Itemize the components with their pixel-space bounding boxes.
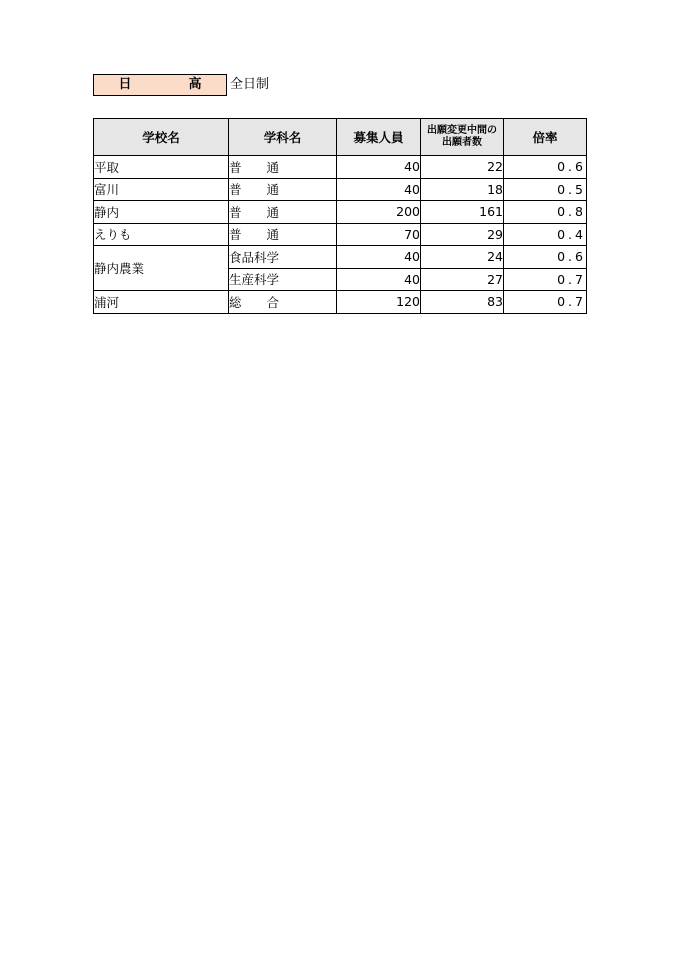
applicants-cell: 29 xyxy=(421,223,504,246)
admission-table xyxy=(93,118,587,314)
ratio-cell: 0.7 xyxy=(504,268,587,291)
capacity-cell: 40 xyxy=(337,156,421,179)
applicants-cell: 18 xyxy=(421,178,504,201)
capacity-cell: 70 xyxy=(337,223,421,246)
applicants-cell: 27 xyxy=(421,268,504,291)
header-school: 学校名 xyxy=(94,119,229,156)
ratio-cell: 0.4 xyxy=(504,223,587,246)
department-cell: 普 通 xyxy=(229,223,337,246)
table-row xyxy=(94,156,587,179)
region-name-label: 日 高 xyxy=(93,74,227,96)
applicants-cell: 161 xyxy=(421,201,504,224)
capacity-cell: 40 xyxy=(337,178,421,201)
capacity-cell: 40 xyxy=(337,268,421,291)
table-row xyxy=(94,246,587,269)
capacity-cell: 200 xyxy=(337,201,421,224)
header-capacity: 募集人員 xyxy=(337,119,421,156)
course-mode-label: 全日制 xyxy=(230,77,270,92)
ratio-cell: 0.7 xyxy=(504,291,587,314)
table-row xyxy=(94,178,587,201)
capacity-cell: 40 xyxy=(337,246,421,269)
table-header-row xyxy=(94,119,587,156)
school-cell: 静内 xyxy=(94,201,229,224)
header-applicants xyxy=(421,119,504,156)
ratio-cell: 0.6 xyxy=(504,246,587,269)
school-cell: えりも xyxy=(94,223,229,246)
ratio-cell: 0.5 xyxy=(504,178,587,201)
applicants-cell: 24 xyxy=(421,246,504,269)
header-applicants-line1: 出願変更中間の xyxy=(427,125,497,136)
ratio-cell: 0.6 xyxy=(504,156,587,179)
school-cell: 静内農業 xyxy=(94,246,229,291)
department-cell: 食品科学 xyxy=(229,246,337,269)
applicants-cell: 83 xyxy=(421,291,504,314)
capacity-cell: 120 xyxy=(337,291,421,314)
header-applicants-line2: 出願者数 xyxy=(442,137,482,148)
department-cell: 普 通 xyxy=(229,156,337,179)
table-row xyxy=(94,201,587,224)
department-cell: 普 通 xyxy=(229,178,337,201)
ratio-cell: 0.8 xyxy=(504,201,587,224)
school-cell: 平取 xyxy=(94,156,229,179)
school-cell: 富川 xyxy=(94,178,229,201)
department-cell: 生産科学 xyxy=(229,268,337,291)
header-department: 学科名 xyxy=(229,119,337,156)
table-row xyxy=(94,223,587,246)
department-cell: 総 合 xyxy=(229,291,337,314)
table-row xyxy=(94,291,587,314)
school-cell: 浦河 xyxy=(94,291,229,314)
header-ratio: 倍率 xyxy=(504,119,587,156)
department-cell: 普 通 xyxy=(229,201,337,224)
applicants-cell: 22 xyxy=(421,156,504,179)
